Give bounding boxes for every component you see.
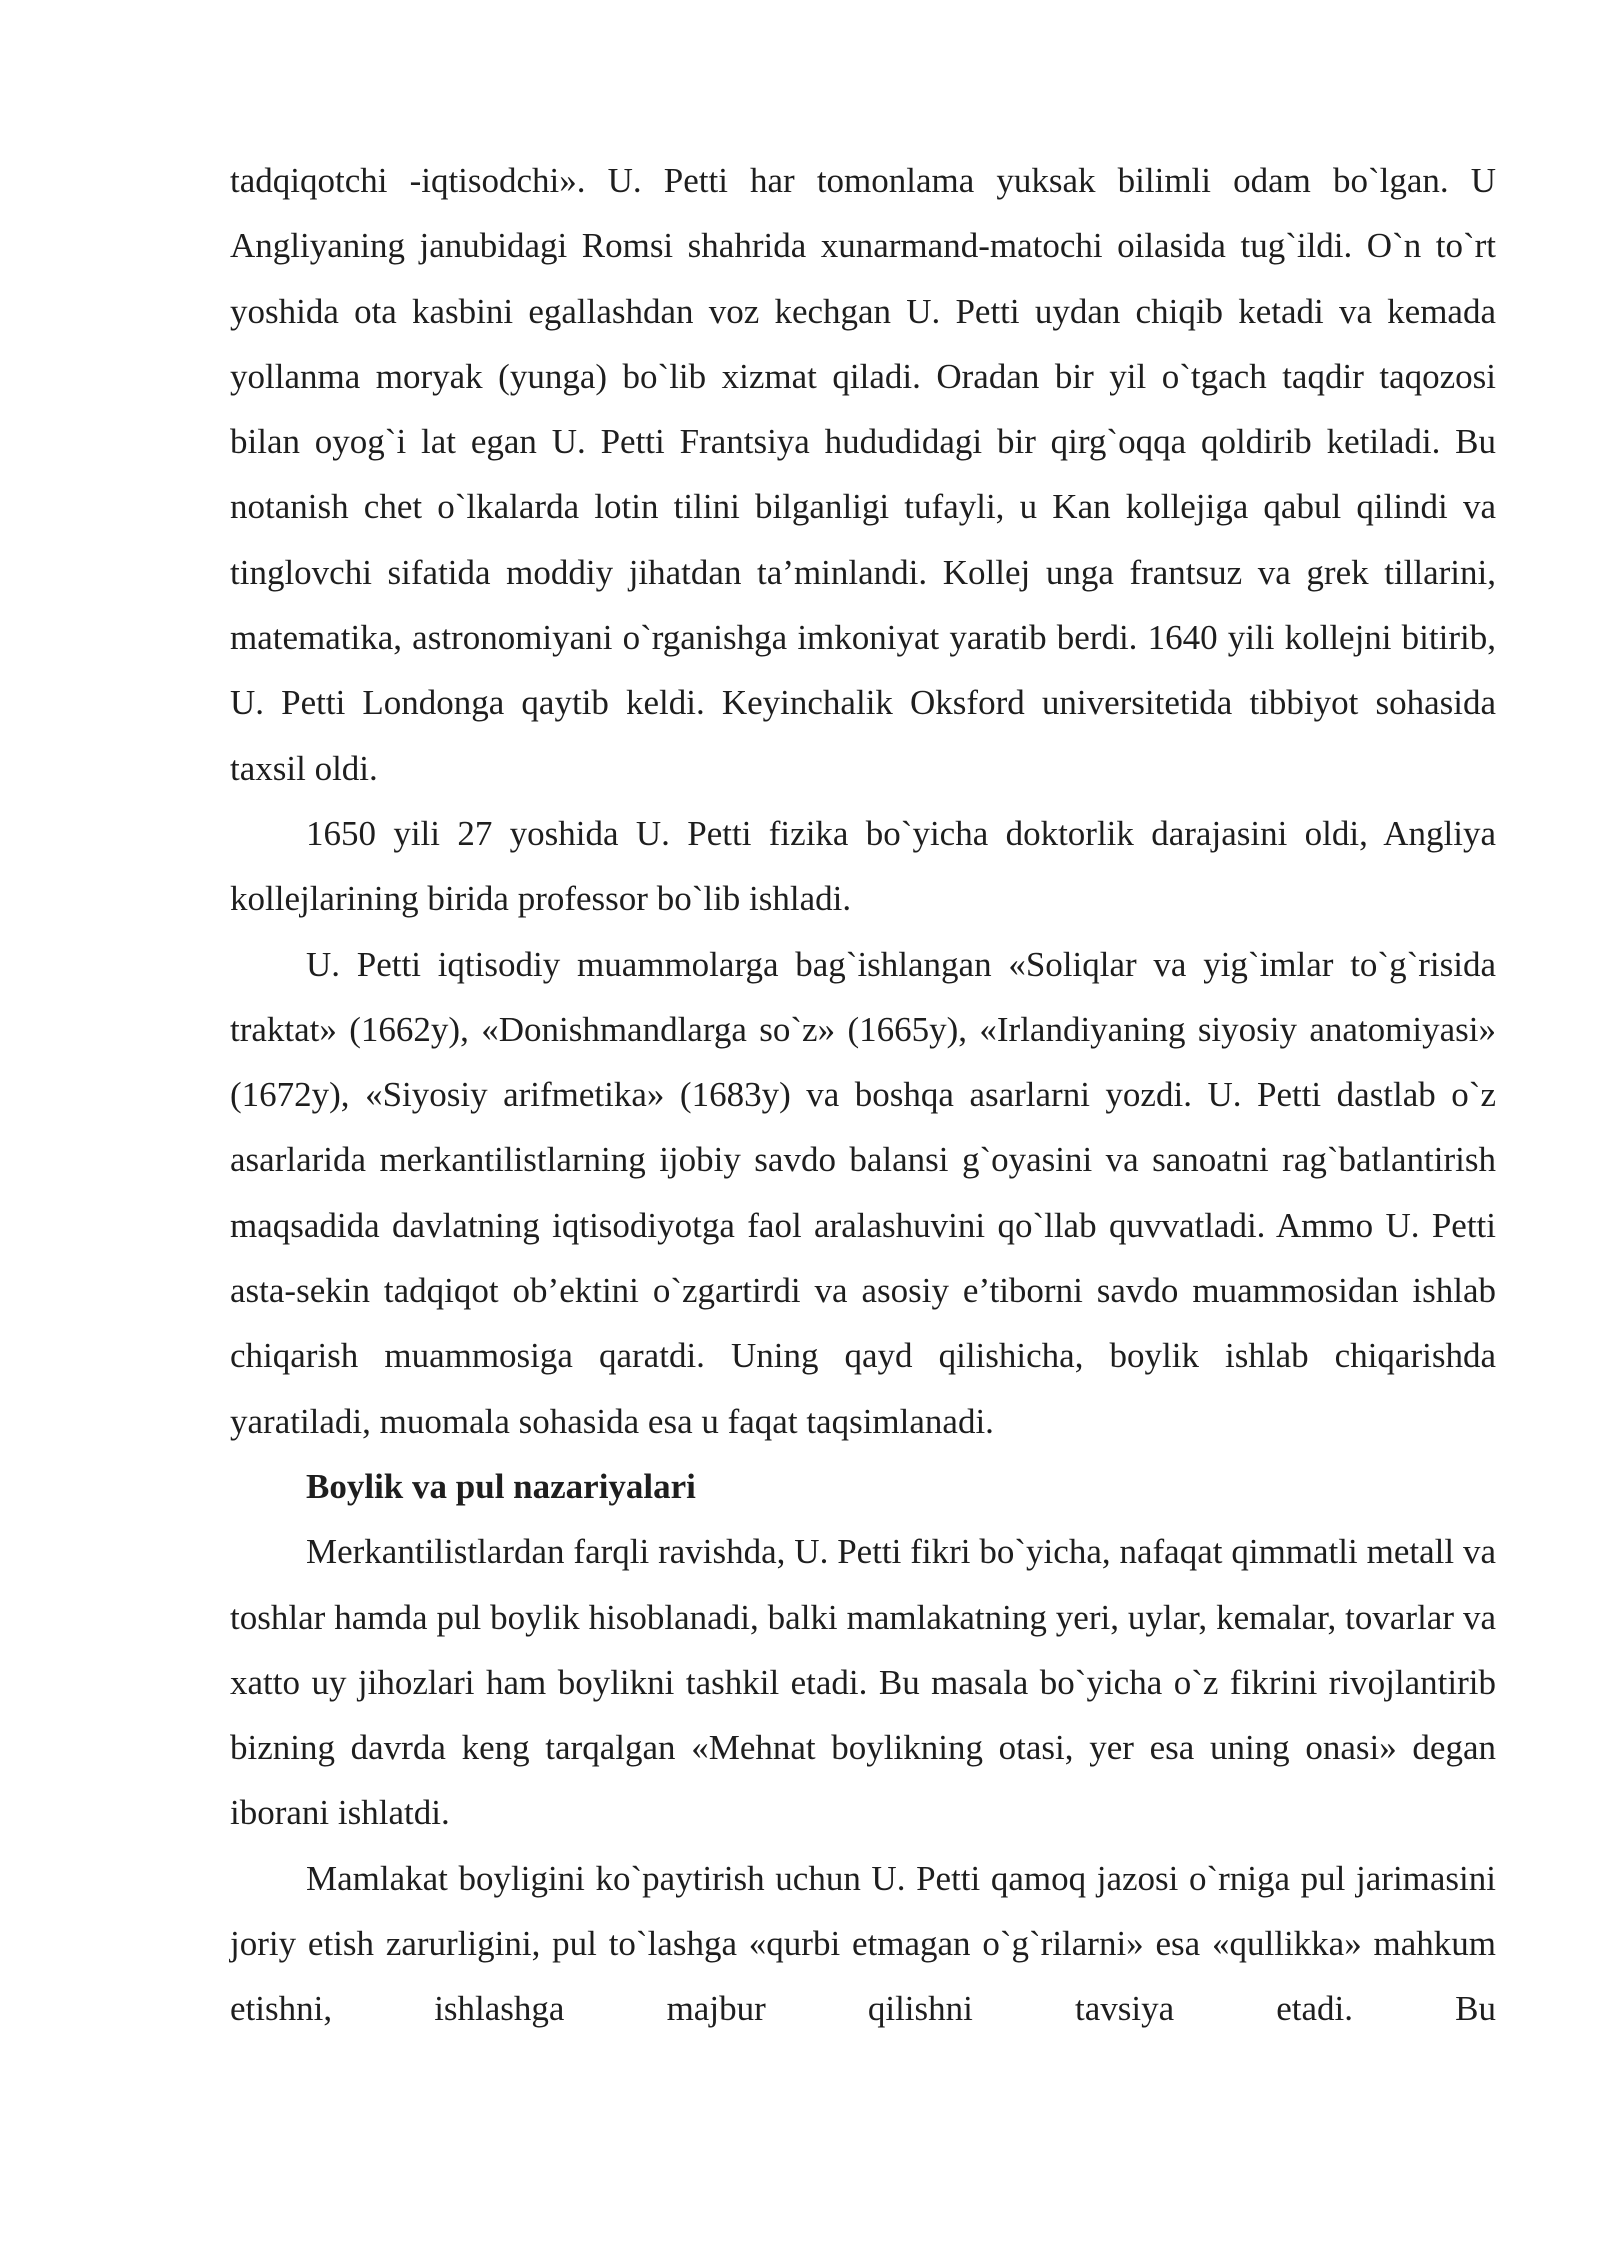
body-text xyxy=(230,148,1496,2042)
paragraph-doctorate: 1650 yili 27 yoshida U. Petti fizika bo`yicha doktorlik darajasini oldi, Angliya kollejlarining birida professor bo`lib ishladi. xyxy=(230,813,1496,919)
paragraph-works: U. Petti iqtisodiy muammolarga bag`ishlangan «Soliqlar va yig`imlar to`g`risida traktat» (1662y), «Donishmandlarga so`z» (1665y), «Irlandiyaning siyosiy anatomiyasi» (1672y), «Siyosiy arifmetika» (1683y) va boshqa asarlarni yozdi. U. Petti dastlab o`z asarlarida merkantilistlarning ijobiy savdo balansi g`oyasini va sanoatni rag`batlantirish maqsadida davlatning iqtisodiyotga faol aralashuvini qo`llab quvvatladi. Ammo U. Petti asta-sekin tadqiqot ob’ektini o`zgartirdi va asosiy e’tiborni savdo muammosidan ishlab chiqarish muammosiga qaratdi. Uning qayd qilishicha, boylik ishlab chiqarishda yaratiladi, muomala sohasida esa u faqat taqsimlanadi. xyxy=(230,944,1496,1441)
paragraph-continuation: tadqiqotchi -iqtisodchi». U. Petti har tomonlama yuksak bilimli odam bo`lgan. U Angliyaning janubidagi Romsi shahrida xunarmand-matochi oilasida tug`ildi. O`n to`rt yoshida ota kasbini egallashdan voz kechgan U. Petti uydan chiqib ketadi va kemada yollanma moryak (yunga) bo`lib xizmat qiladi. Oradan bir yil o`tgach taqdir taqozosi bilan oyog`i lat egan U. Petti Frantsiya hududidagi bir qirg`oqqa qoldirib ketiladi. Bu notanish chet o`lkalarda lotin tilini bilganligi tufayli, u Kan kollejiga qabul qilindi va tinglovchi sifatida moddiy jihatdan ta’minlandi. Kollej unga frantsuz va grek tillarini, matematika, astronomiyani o`rganishga imkoniyat yaratib berdi. 1640 yili kollejni bitirib, U. Petti Londonga qaytib keldi. Keyinchalik Oksford universitetida tibbiyot sohasida taxsil oldi. xyxy=(230,161,1496,788)
paragraph-fines: Mamlakat boyligini ko`paytirish uchun U. Petti qamoq jazosi o`rniga pul jarimasini joriy etish zarurligini, pul to`lashga «qurbi etmagan o`g`rilarni» esa «qullikka» mahkum etishni, ishlashga majbur qilishni tavsiya etadi. Bu xyxy=(230,1858,1496,2029)
paragraph-wealth: Merkantilistlardan farqli ravishda, U. Petti fikri bo`yicha, nafaqat qimmatli metall va toshlar hamda pul boylik hisoblanadi, balki mamlakatning yeri, uylar, kemalar, tovarlar va xatto uy jihozlari ham boylikni tashkil etadi. Bu masala bo`yicha o`z fikrini rivojlantirib bizning davrda keng tarqalgan «Mehnat boylikning otasi, yer esa uning onasi» degan iborani ishlatdi. xyxy=(230,1532,1496,1833)
section-heading: Boylik va pul nazariyalari xyxy=(306,1466,696,1506)
